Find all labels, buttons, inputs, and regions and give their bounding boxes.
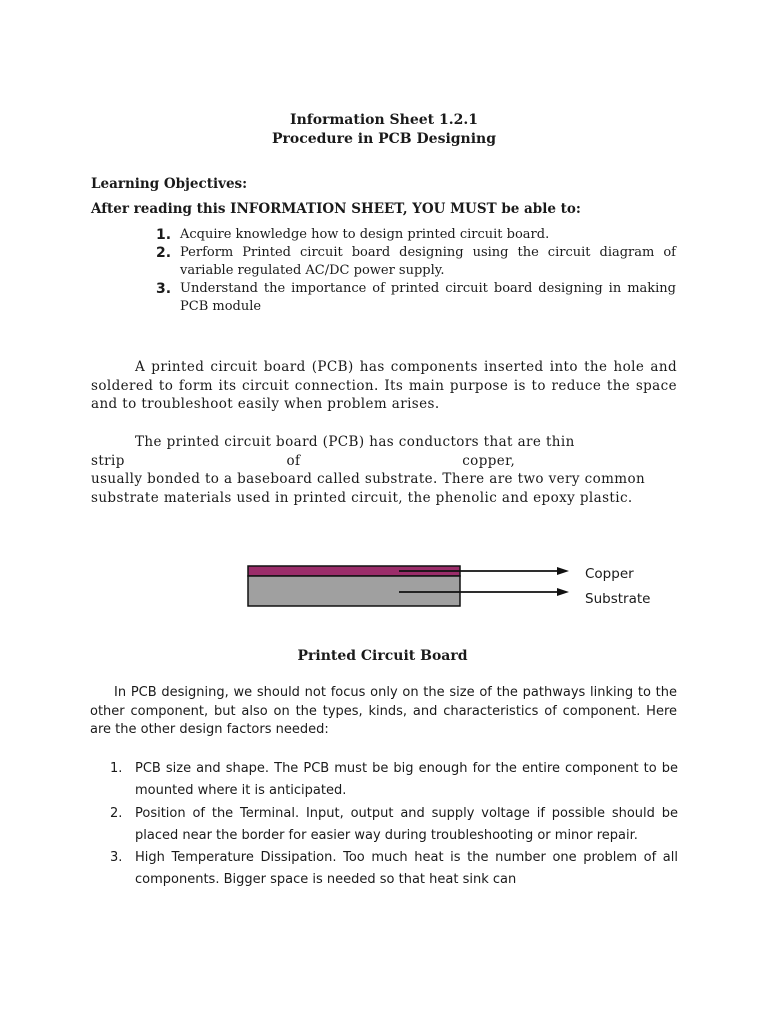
objective-item: [156, 280, 676, 316]
objective-number: 3.: [156, 281, 172, 297]
factor-number: 1.: [110, 761, 123, 776]
conductor-line-1: The printed circuit board (PCB) has conductors that are thin: [135, 434, 575, 450]
substrate-layer: [248, 576, 460, 606]
design-factor-item: [110, 803, 678, 848]
design-intro-paragraph: In PCB designing, we should not focus only on the size of the pathways linking to the other component, but also on the types, kinds, and characteristics of component. Here are the other design factors needed:: [90, 685, 677, 737]
conductor-line-2: [91, 452, 677, 471]
objective-text: Acquire knowledge how to design printed circuit board.: [180, 227, 550, 242]
conductor-word: of: [286, 452, 301, 469]
objectives-intro: After reading this INFORMATION SHEET, YOU MUST be able to:: [91, 201, 581, 217]
objectives-list: [156, 226, 676, 316]
objective-text: Perform Printed circuit board designing using the circuit diagram of variable regulated AC/DC power supply.: [180, 245, 676, 278]
objective-number: 1.: [156, 227, 172, 243]
objectives-heading: Learning Objectives:: [91, 176, 248, 192]
design-factor-item: [110, 847, 678, 892]
factor-text: High Temperature Dissipation. Too much heat is the number one problem of all components. Bigger space is needed so that heat sink can: [135, 850, 678, 888]
objective-number: 2.: [156, 245, 172, 261]
section-heading: Printed Circuit Board: [297, 648, 468, 664]
factor-text: Position of the Terminal. Input, output and supply voltage if possible should be placed near the border for easier way during troubleshooting or minor repair.: [135, 805, 678, 843]
factor-number: 2.: [110, 805, 123, 821]
copper-arrow-head: [557, 567, 569, 575]
conductor-paragraph: [91, 433, 677, 507]
design-factors-list: [110, 758, 678, 892]
conductor-line-4: substrate materials used in printed circuit, the phenolic and epoxy plastic.: [91, 489, 633, 506]
pcb-layer-figure: [247, 563, 577, 613]
objective-text: Understand the importance of printed circuit board designing in making PCB module: [180, 281, 676, 314]
objective-item: [156, 226, 676, 244]
substrate-label: Substrate: [585, 591, 651, 607]
pcb-definition-paragraph: A printed circuit board (PCB) has components inserted into the hole and soldered to form its circuit connection. Its main purpose is to reduce the space and to troubleshoot easily when problem arises.: [91, 359, 677, 412]
copper-label: Copper: [585, 566, 634, 582]
factor-number: 3.: [110, 850, 123, 866]
objective-item: [156, 244, 676, 280]
sheet-subtitle: Procedure in PCB Designing: [271, 131, 497, 147]
conductor-line-3: usually bonded to a baseboard called substrate. There are two very common: [91, 471, 646, 487]
conductor-word: strip: [91, 452, 125, 469]
conductor-word: copper,: [462, 452, 516, 469]
substrate-arrow-head: [557, 588, 569, 596]
sheet-title: Information Sheet 1.2.1: [290, 112, 478, 128]
factor-text: PCB size and shape. The PCB must be big enough for the entire component to be mounted where it is anticipated.: [135, 761, 678, 799]
pcb-layer-diagram: [247, 563, 677, 613]
design-factor-item: [110, 758, 678, 803]
